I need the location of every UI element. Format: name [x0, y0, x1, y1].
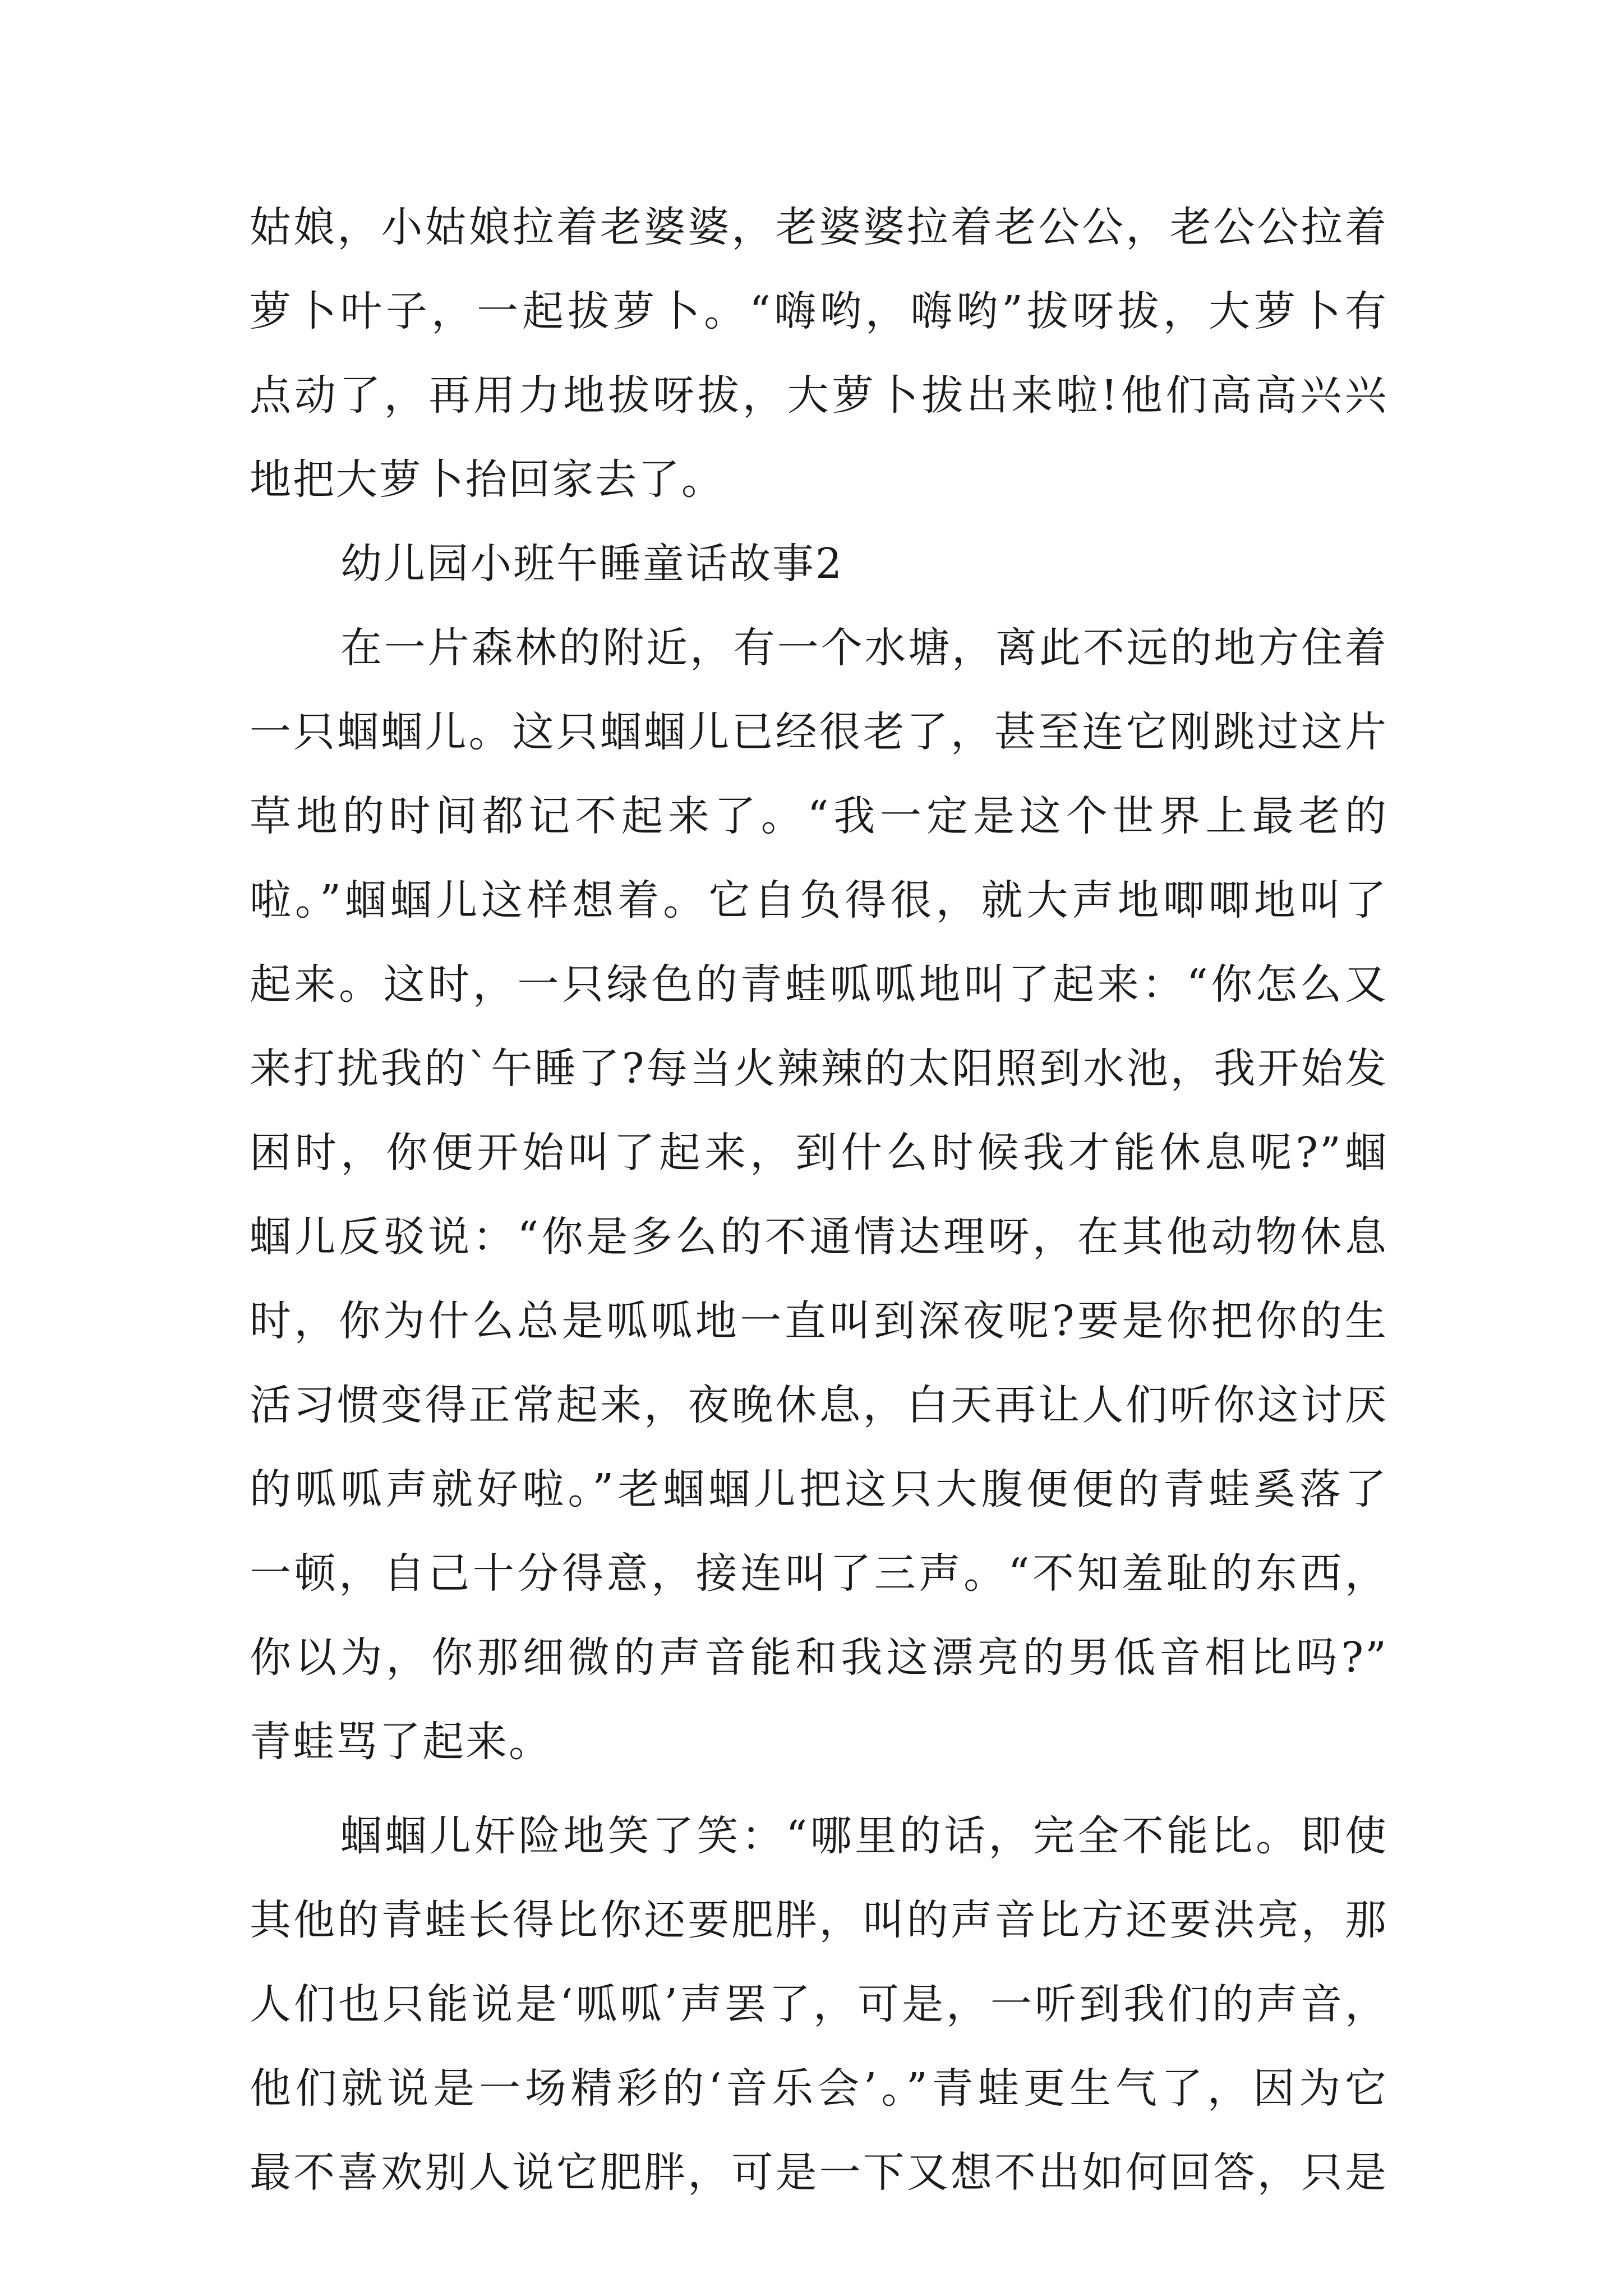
- text-line: 来打扰我的`午睡了?每当火辣辣的太阳照到水池，我开始发: [250, 1045, 1388, 1093]
- text-line: 起来。这时，一只绿色的青蛙呱呱地叫了起来：“你怎么又: [250, 960, 1388, 1009]
- text-line: 点动了，再用力地拔呀拔，大萝卜拔出来啦!他们高高兴兴: [250, 371, 1388, 420]
- text-line: 他们就说是一场精彩的‘音乐会’。”青蛙更生气了，因为它: [250, 2064, 1388, 2113]
- text-line: 地把大萝卜抬回家去了。: [250, 455, 725, 504]
- text-line: 青蛙骂了起来。: [250, 1718, 552, 1766]
- text-line: 的呱呱声就好啦。”老蝈蝈儿把这只大腹便便的青蛙奚落了: [250, 1465, 1388, 1513]
- text-line: 蝈儿反驳说：“你是多么的不通情达理呀，在其他动物休息: [250, 1213, 1388, 1261]
- text-line: 啦。”蝈蝈儿这样想着。它自负得很，就大声地唧唧地叫了: [250, 876, 1388, 924]
- text-line: 萝卜叶子，一起拔萝卜。“嗨哟，嗨哟”拔呀拔，大萝卜有: [250, 287, 1388, 335]
- text-line: 困时，你便开始叫了起来，到什么时候我才能休息呢?”蝈: [250, 1129, 1388, 1177]
- text-line: 人们也只能说是‘呱呱’声罢了，可是，一听到我们的声音，: [250, 1980, 1388, 2028]
- text-line: 一只蝈蝈儿。这只蝈蝈儿已经很老了，甚至连它刚跳过这片: [250, 708, 1388, 756]
- text-line: 时，你为什么总是呱呱地一直叫到深夜呢?要是你把你的生: [250, 1297, 1388, 1345]
- text-line: 在一片森林的附近，有一个水塘，离此不远的地方住着: [340, 624, 1388, 672]
- text-line: 你以为，你那细微的声音能和我这漂亮的男低音相比吗?”: [250, 1634, 1388, 1682]
- text-line: 其他的青蛙长得比你还要肥胖，叫的声音比方还要洪亮，那: [250, 1896, 1388, 1944]
- text-line: 活习惯变得正常起来，夜晚休息，白天再让人们听你这讨厌: [250, 1381, 1388, 1429]
- text-line: 姑娘，小姑娘拉着老婆婆，老婆婆拉着老公公，老公公拉着: [250, 203, 1388, 251]
- text-line: 最不喜欢别人说它肥胖，可是一下又想不出如何回答，只是: [250, 2148, 1388, 2197]
- text-line: 一顿，自己十分得意，接连叫了三声。“不知羞耻的东西，: [250, 1549, 1388, 1598]
- text-line: 草地的时间都记不起来了。“我一定是这个世界上最老的: [250, 792, 1388, 840]
- text-line: 蝈蝈儿奸险地笑了笑：“哪里的话，完全不能比。即使: [340, 1812, 1388, 1860]
- section-heading: 幼儿园小班午睡童话故事2: [340, 540, 844, 588]
